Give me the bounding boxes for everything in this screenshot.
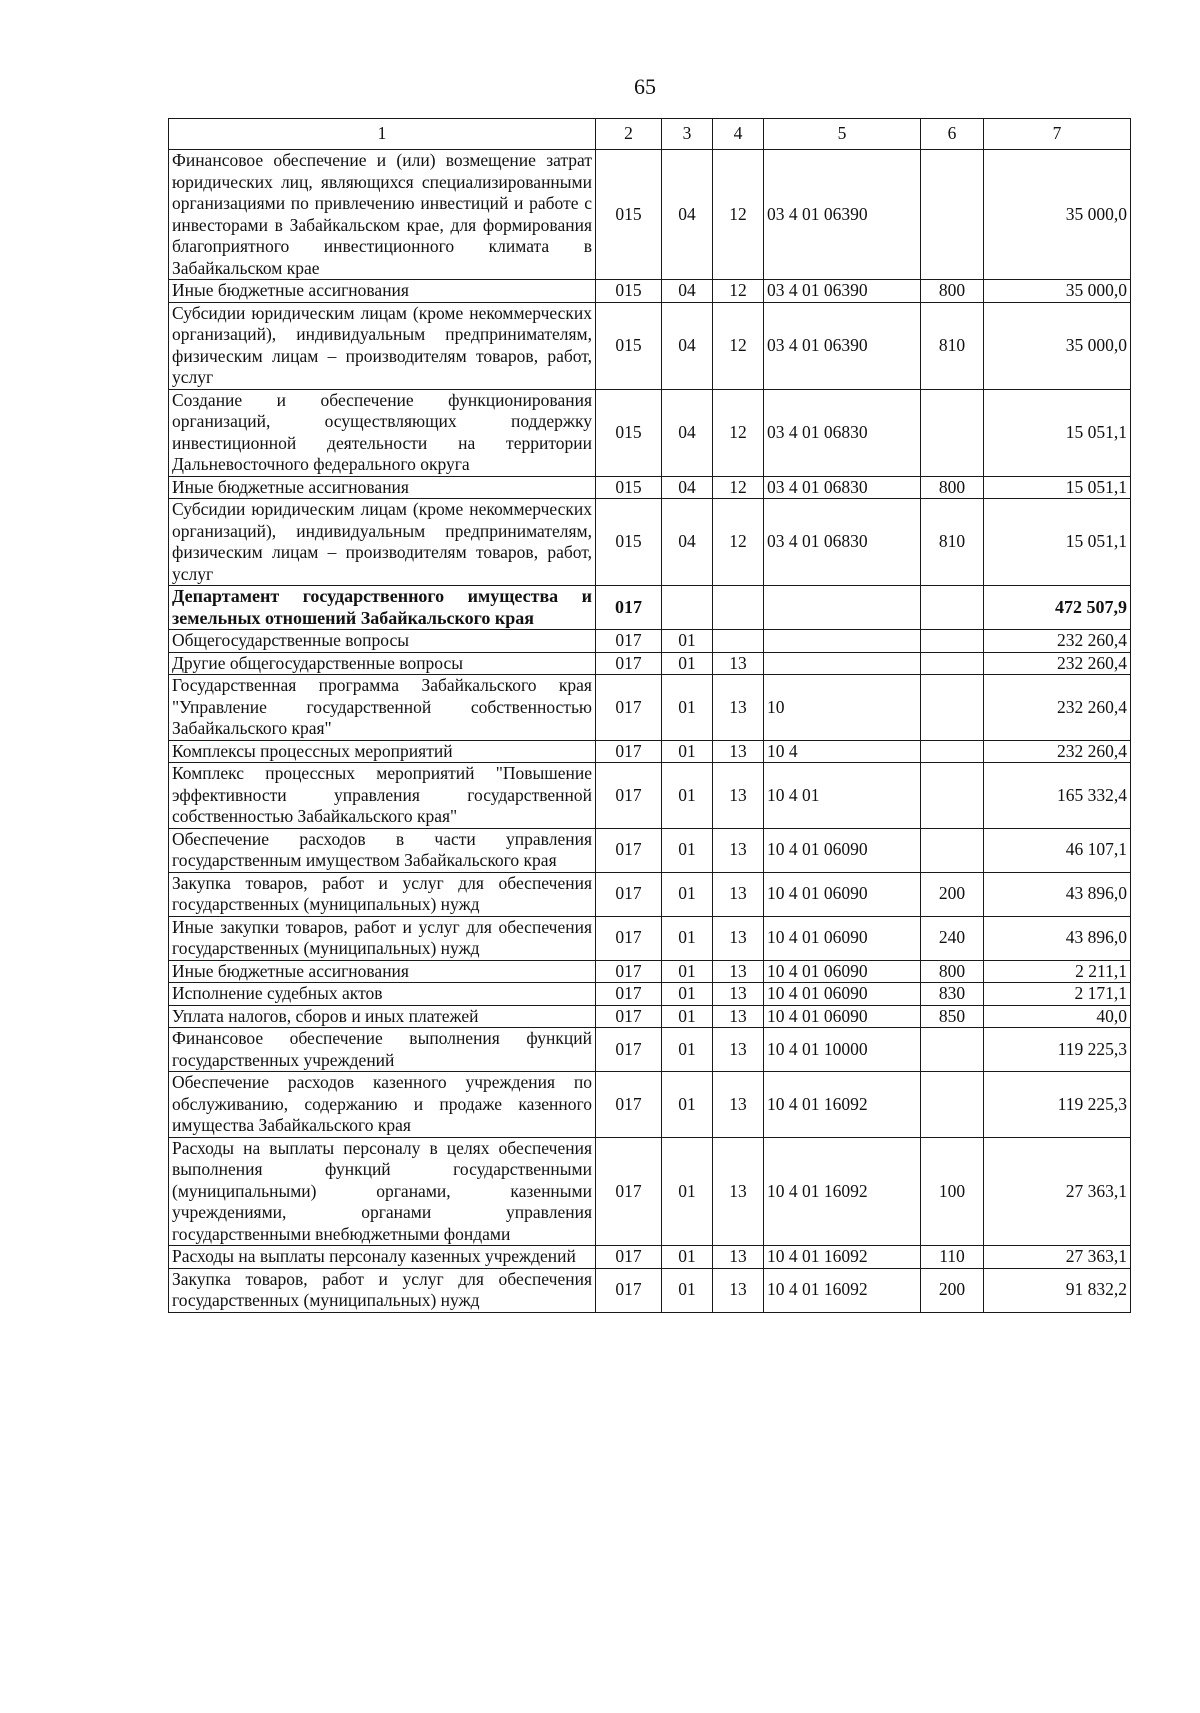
table-header-row [169,119,1131,150]
row-name-cell: Комплекс процессных мероприятий "Повышение эффективности управления государственной собственностью Забайкальского края" [169,763,596,829]
table-row [169,499,1131,586]
row-subsection-cell [713,630,764,653]
row-name-cell: Иные бюджетные ассигнования [169,280,596,303]
table-row [169,302,1131,389]
row-section-cell: 01 [662,1028,713,1072]
row-target-article-cell: 10 4 01 06090 [764,960,921,983]
table-row [169,1072,1131,1138]
row-expense-type-cell: 850 [921,1005,984,1028]
row-name-cell: Расходы на выплаты персоналу казенных учреждений [169,1246,596,1269]
row-amount-cell: 35 000,0 [984,302,1131,389]
table-row [169,1028,1131,1072]
table-row [169,1268,1131,1312]
row-expense-type-cell [921,652,984,675]
table-row [169,280,1131,303]
row-target-article-cell: 10 4 01 16092 [764,1137,921,1246]
row-target-article-cell [764,630,921,653]
row-subsection-cell: 13 [713,872,764,916]
row-amount-cell: 35 000,0 [984,280,1131,303]
row-expense-type-cell: 800 [921,476,984,499]
row-expense-type-cell: 810 [921,499,984,586]
row-target-article-cell: 03 4 01 06390 [764,280,921,303]
budget-table [168,118,1131,1313]
row-section-cell: 01 [662,1072,713,1138]
row-target-article-cell: 10 4 01 [764,763,921,829]
row-expense-type-cell [921,675,984,741]
row-subsection-cell: 13 [713,675,764,741]
row-code-gr-cell: 017 [596,960,662,983]
row-expense-type-cell [921,740,984,763]
row-name-cell: Расходы на выплаты персоналу в целях обеспечения выполнения функций государственными (муниципальными) органами, казенными учреждениями, органами управления государственными внебюджетными фондами [169,1137,596,1246]
row-amount-cell: 46 107,1 [984,828,1131,872]
row-section-cell: 01 [662,983,713,1006]
row-expense-type-cell [921,1072,984,1138]
table-row [169,740,1131,763]
row-code-gr-cell: 017 [596,763,662,829]
row-section-cell: 01 [662,675,713,741]
row-amount-cell: 43 896,0 [984,916,1131,960]
row-expense-type-cell: 100 [921,1137,984,1246]
row-code-gr-cell: 017 [596,1268,662,1312]
row-name-cell: Иные закупки товаров, работ и услуг для обеспечения государственных (муниципальных) нужд [169,916,596,960]
row-expense-type-cell: 110 [921,1246,984,1269]
row-section-cell: 04 [662,476,713,499]
row-section-cell: 01 [662,828,713,872]
row-code-gr-cell: 015 [596,280,662,303]
table-row [169,652,1131,675]
row-subsection-cell: 12 [713,150,764,280]
row-amount-cell: 2 171,1 [984,983,1131,1006]
column-header: 2 [596,119,662,150]
row-subsection-cell: 13 [713,1028,764,1072]
row-code-gr-cell: 017 [596,740,662,763]
row-target-article-cell: 10 4 01 06090 [764,828,921,872]
row-name-cell: Обеспечение расходов казенного учреждения по обслуживанию, содержанию и продаже казенного имущества Забайкальского края [169,1072,596,1138]
row-subsection-cell: 12 [713,302,764,389]
row-amount-cell: 119 225,3 [984,1028,1131,1072]
row-expense-type-cell [921,828,984,872]
row-target-article-cell: 03 4 01 06390 [764,302,921,389]
table-row [169,150,1131,280]
row-target-article-cell: 03 4 01 06390 [764,150,921,280]
row-amount-cell: 165 332,4 [984,763,1131,829]
row-code-gr-cell: 015 [596,302,662,389]
column-header: 3 [662,119,713,150]
row-amount-cell: 15 051,1 [984,499,1131,586]
table-row [169,389,1131,476]
row-amount-cell: 15 051,1 [984,476,1131,499]
row-section-cell: 01 [662,1268,713,1312]
row-target-article-cell: 10 4 01 06090 [764,983,921,1006]
row-subsection-cell: 13 [713,652,764,675]
row-expense-type-cell [921,630,984,653]
row-name-cell: Закупка товаров, работ и услуг для обеспечения государственных (муниципальных) нужд [169,1268,596,1312]
row-target-article-cell: 10 4 01 16092 [764,1246,921,1269]
row-name-cell: Финансовое обеспечение и (или) возмещение затрат юридических лиц, являющихся специализированными организациями по привлечению инвестиций и работе с инвесторами в Забайкальском крае, для формирования благоприятного инвестиционного климата в Забайкальском крае [169,150,596,280]
row-code-gr-cell: 015 [596,499,662,586]
row-expense-type-cell: 240 [921,916,984,960]
row-subsection-cell: 13 [713,1268,764,1312]
row-amount-cell: 91 832,2 [984,1268,1131,1312]
row-target-article-cell: 10 4 01 06090 [764,1005,921,1028]
row-subsection-cell [713,586,764,630]
row-section-cell: 04 [662,499,713,586]
column-header: 6 [921,119,984,150]
row-code-gr-cell: 017 [596,630,662,653]
row-expense-type-cell: 800 [921,280,984,303]
table-row [169,916,1131,960]
row-code-gr-cell: 017 [596,1246,662,1269]
column-header: 5 [764,119,921,150]
row-section-cell: 04 [662,302,713,389]
row-section-cell: 04 [662,150,713,280]
row-target-article-cell: 10 4 01 16092 [764,1268,921,1312]
row-name-cell: Другие общегосударственные вопросы [169,652,596,675]
row-name-cell: Субсидии юридическим лицам (кроме некоммерческих организаций), индивидуальным предпринимателям, физическим лицам – производителям товаров, работ, услуг [169,302,596,389]
row-name-cell: Государственная программа Забайкальского края "Управление государственной собственностью Забайкальского края" [169,675,596,741]
row-expense-type-cell: 200 [921,872,984,916]
row-name-cell: Закупка товаров, работ и услуг для обеспечения государственных (муниципальных) нужд [169,872,596,916]
row-expense-type-cell [921,1028,984,1072]
row-expense-type-cell: 800 [921,960,984,983]
row-amount-cell: 27 363,1 [984,1137,1131,1246]
row-section-cell: 01 [662,1246,713,1269]
row-amount-cell: 119 225,3 [984,1072,1131,1138]
row-code-gr-cell: 017 [596,872,662,916]
row-subsection-cell: 13 [713,740,764,763]
column-header: 4 [713,119,764,150]
row-subsection-cell: 13 [713,916,764,960]
row-section-cell: 01 [662,872,713,916]
row-subsection-cell: 13 [713,1005,764,1028]
row-amount-cell: 43 896,0 [984,872,1131,916]
row-section-cell: 01 [662,740,713,763]
row-subsection-cell: 13 [713,828,764,872]
table-row [169,586,1131,630]
row-name-cell: Общегосударственные вопросы [169,630,596,653]
row-amount-cell: 35 000,0 [984,150,1131,280]
row-target-article-cell: 03 4 01 06830 [764,476,921,499]
row-target-article-cell: 03 4 01 06830 [764,389,921,476]
row-expense-type-cell [921,763,984,829]
page-number: 65 [634,74,656,99]
row-subsection-cell: 12 [713,389,764,476]
table-row [169,476,1131,499]
table-row [169,763,1131,829]
row-code-gr-cell: 015 [596,150,662,280]
row-code-gr-cell: 017 [596,652,662,675]
row-name-cell: Субсидии юридическим лицам (кроме некоммерческих организаций), индивидуальным предпринимателям, физическим лицам – производителям товаров, работ, услуг [169,499,596,586]
row-target-article-cell: 10 4 01 06090 [764,872,921,916]
row-amount-cell: 472 507,9 [984,586,1131,630]
row-target-article-cell: 03 4 01 06830 [764,499,921,586]
row-expense-type-cell: 830 [921,983,984,1006]
table-row [169,960,1131,983]
row-code-gr-cell: 015 [596,389,662,476]
row-target-article-cell: 10 4 [764,740,921,763]
row-expense-type-cell [921,586,984,630]
row-code-gr-cell: 017 [596,983,662,1006]
table-row [169,1137,1131,1246]
row-code-gr-cell: 017 [596,828,662,872]
row-code-gr-cell: 017 [596,1072,662,1138]
row-amount-cell: 27 363,1 [984,1246,1131,1269]
row-amount-cell: 40,0 [984,1005,1131,1028]
row-amount-cell: 232 260,4 [984,630,1131,653]
column-header: 1 [169,119,596,150]
row-target-article-cell [764,586,921,630]
row-amount-cell: 15 051,1 [984,389,1131,476]
row-subsection-cell: 12 [713,280,764,303]
row-subsection-cell: 13 [713,983,764,1006]
row-section-cell: 01 [662,960,713,983]
row-target-article-cell: 10 4 01 16092 [764,1072,921,1138]
row-target-article-cell: 10 4 01 06090 [764,916,921,960]
row-subsection-cell: 12 [713,499,764,586]
row-name-cell: Исполнение судебных актов [169,983,596,1006]
row-expense-type-cell [921,150,984,280]
row-name-cell: Создание и обеспечение функционирования организаций, осуществляющих поддержку инвестиционной деятельности на территории Дальневосточного федерального округа [169,389,596,476]
table-row [169,983,1131,1006]
row-target-article-cell: 10 [764,675,921,741]
row-name-cell: Комплексы процессных мероприятий [169,740,596,763]
row-section-cell: 01 [662,630,713,653]
table-row [169,630,1131,653]
row-subsection-cell: 12 [713,476,764,499]
row-section-cell: 01 [662,652,713,675]
row-amount-cell: 232 260,4 [984,675,1131,741]
row-name-cell: Иные бюджетные ассигнования [169,476,596,499]
row-section-cell: 04 [662,389,713,476]
row-section-cell: 01 [662,916,713,960]
row-expense-type-cell: 200 [921,1268,984,1312]
row-amount-cell: 232 260,4 [984,652,1131,675]
row-subsection-cell: 13 [713,960,764,983]
row-amount-cell: 232 260,4 [984,740,1131,763]
table-row [169,872,1131,916]
table-row [169,1005,1131,1028]
row-code-gr-cell: 017 [596,1137,662,1246]
row-name-cell: Иные бюджетные ассигнования [169,960,596,983]
row-code-gr-cell: 017 [596,586,662,630]
row-name-cell: Финансовое обеспечение выполнения функций государственных учреждений [169,1028,596,1072]
table-row [169,828,1131,872]
column-header: 7 [984,119,1131,150]
row-code-gr-cell: 017 [596,1005,662,1028]
row-section-cell: 04 [662,280,713,303]
table-row [169,675,1131,741]
row-expense-type-cell: 810 [921,302,984,389]
row-code-gr-cell: 017 [596,916,662,960]
row-subsection-cell: 13 [713,763,764,829]
row-code-gr-cell: 017 [596,1028,662,1072]
row-section-cell: 01 [662,1005,713,1028]
row-target-article-cell: 10 4 01 10000 [764,1028,921,1072]
row-target-article-cell [764,652,921,675]
row-subsection-cell: 13 [713,1246,764,1269]
row-subsection-cell: 13 [713,1137,764,1246]
row-subsection-cell: 13 [713,1072,764,1138]
row-expense-type-cell [921,389,984,476]
row-name-cell: Обеспечение расходов в части управления государственным имуществом Забайкальского края [169,828,596,872]
row-amount-cell: 2 211,1 [984,960,1131,983]
row-section-cell: 01 [662,763,713,829]
row-code-gr-cell: 015 [596,476,662,499]
row-section-cell [662,586,713,630]
table-row [169,1246,1131,1269]
row-code-gr-cell: 017 [596,675,662,741]
row-name-cell: Департамент государственного имущества и земельных отношений Забайкальского края [169,586,596,630]
row-section-cell: 01 [662,1137,713,1246]
row-name-cell: Уплата налогов, сборов и иных платежей [169,1005,596,1028]
